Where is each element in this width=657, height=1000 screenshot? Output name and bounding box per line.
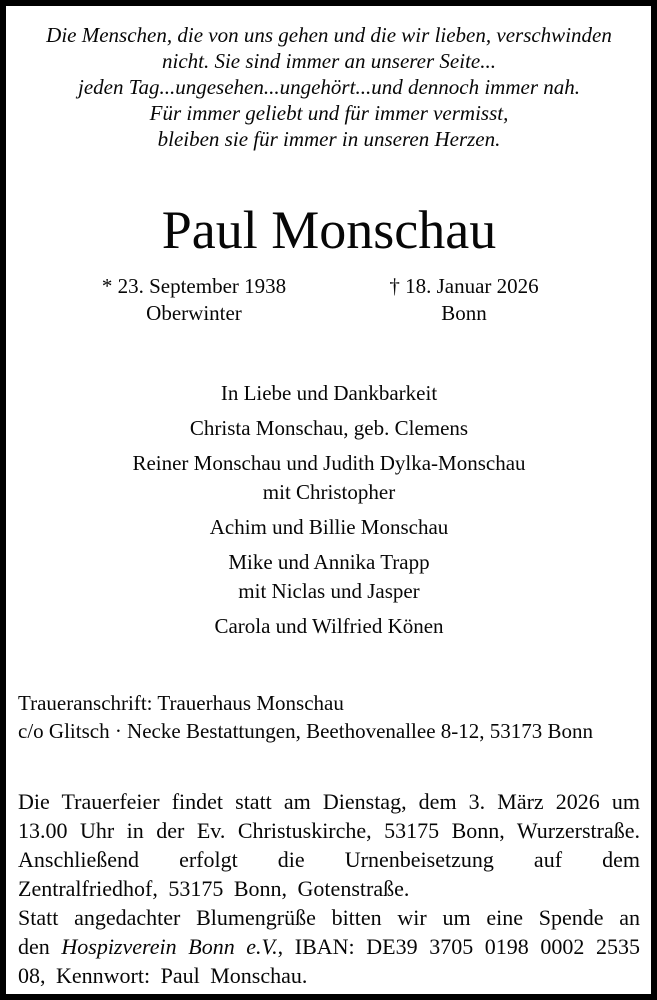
mourner-entry: [18, 548, 640, 606]
mourning-address: [18, 689, 640, 745]
mourner-name: Christa Monschau, geb. Clemens: [189, 415, 469, 440]
mourners-block: [18, 379, 640, 641]
death-place: Bonn: [441, 300, 487, 325]
mourner-name: Reiner Monschau und Judith Dylka-Monschau: [132, 450, 526, 475]
life-dates: [59, 273, 599, 327]
epitaph-line: nicht. Sie sind immer an unserer Seite...: [161, 49, 496, 73]
mourner-entry: [18, 612, 640, 641]
condolence-intro: In Liebe und Dankbarkeit: [220, 380, 438, 405]
birth-place: Oberwinter: [146, 300, 242, 325]
epitaph-line: Für immer geliebt und für immer vermisst,: [149, 101, 509, 125]
birth-date-line: [59, 273, 329, 300]
address-line: Traueranschrift: Trauerhaus Monschau: [18, 690, 344, 715]
birth-symbol: *: [101, 273, 113, 298]
mourner-with: mit Christopher: [262, 479, 396, 504]
death-date: 18. Januar 2026: [405, 273, 539, 298]
death-column: [329, 273, 599, 327]
mourner-entry: [18, 414, 640, 443]
address-line: c/o Glitsch · Necke Bestattungen, Beethovenallee 8-12, 53173 Bonn: [18, 718, 594, 743]
mourner-entry: [18, 513, 640, 542]
mourner-name: Mike und Annika Trapp: [228, 549, 430, 574]
donation-organization: Hospizverein Bonn e.V.: [61, 933, 278, 959]
donation-text-pre: Statt angedachter Blumengrüße bitten wir um eine Spende an den: [18, 904, 640, 959]
epitaph-line: bleiben sie für immer in unseren Herzen.: [157, 127, 501, 151]
death-date-line: [329, 273, 599, 300]
deceased-name: Paul Monschau: [161, 200, 497, 260]
donation-text-post: , IBAN: DE39 3705 0198 0002 2535 08, Kennwort: Paul Monschau.: [18, 933, 641, 988]
funeral-details: [18, 787, 640, 990]
mourner-name: Achim und Billie Monschau: [209, 514, 449, 539]
birth-column: [59, 273, 329, 327]
mourner-with: mit Niclas und Jasper: [238, 578, 420, 603]
epitaph-line: jeden Tag...ungesehen...ungehört...und dennoch immer nah.: [78, 75, 580, 99]
mourner-entry: [18, 449, 640, 507]
funeral-paragraph: Die Trauerfeier findet statt am Dienstag, dem 3. März 2026 um 13.00 Uhr in der Ev. Christuskirche, 53175 Bonn, Wurzerstraße. Anschließend erfolgt die Urnenbeisetzung auf dem Zentralfriedhof, 53175 Bonn, Gotenstraße.: [18, 788, 640, 901]
epitaph: [18, 22, 640, 152]
birth-date: 23. September 1938: [117, 273, 287, 298]
donation-paragraph: [18, 903, 640, 990]
death-symbol: †: [389, 273, 400, 298]
epitaph-line: Die Menschen, die von uns gehen und die wir lieben, verschwinden: [46, 23, 612, 47]
mourner-name: Carola und Wilfried Könen: [214, 613, 444, 638]
